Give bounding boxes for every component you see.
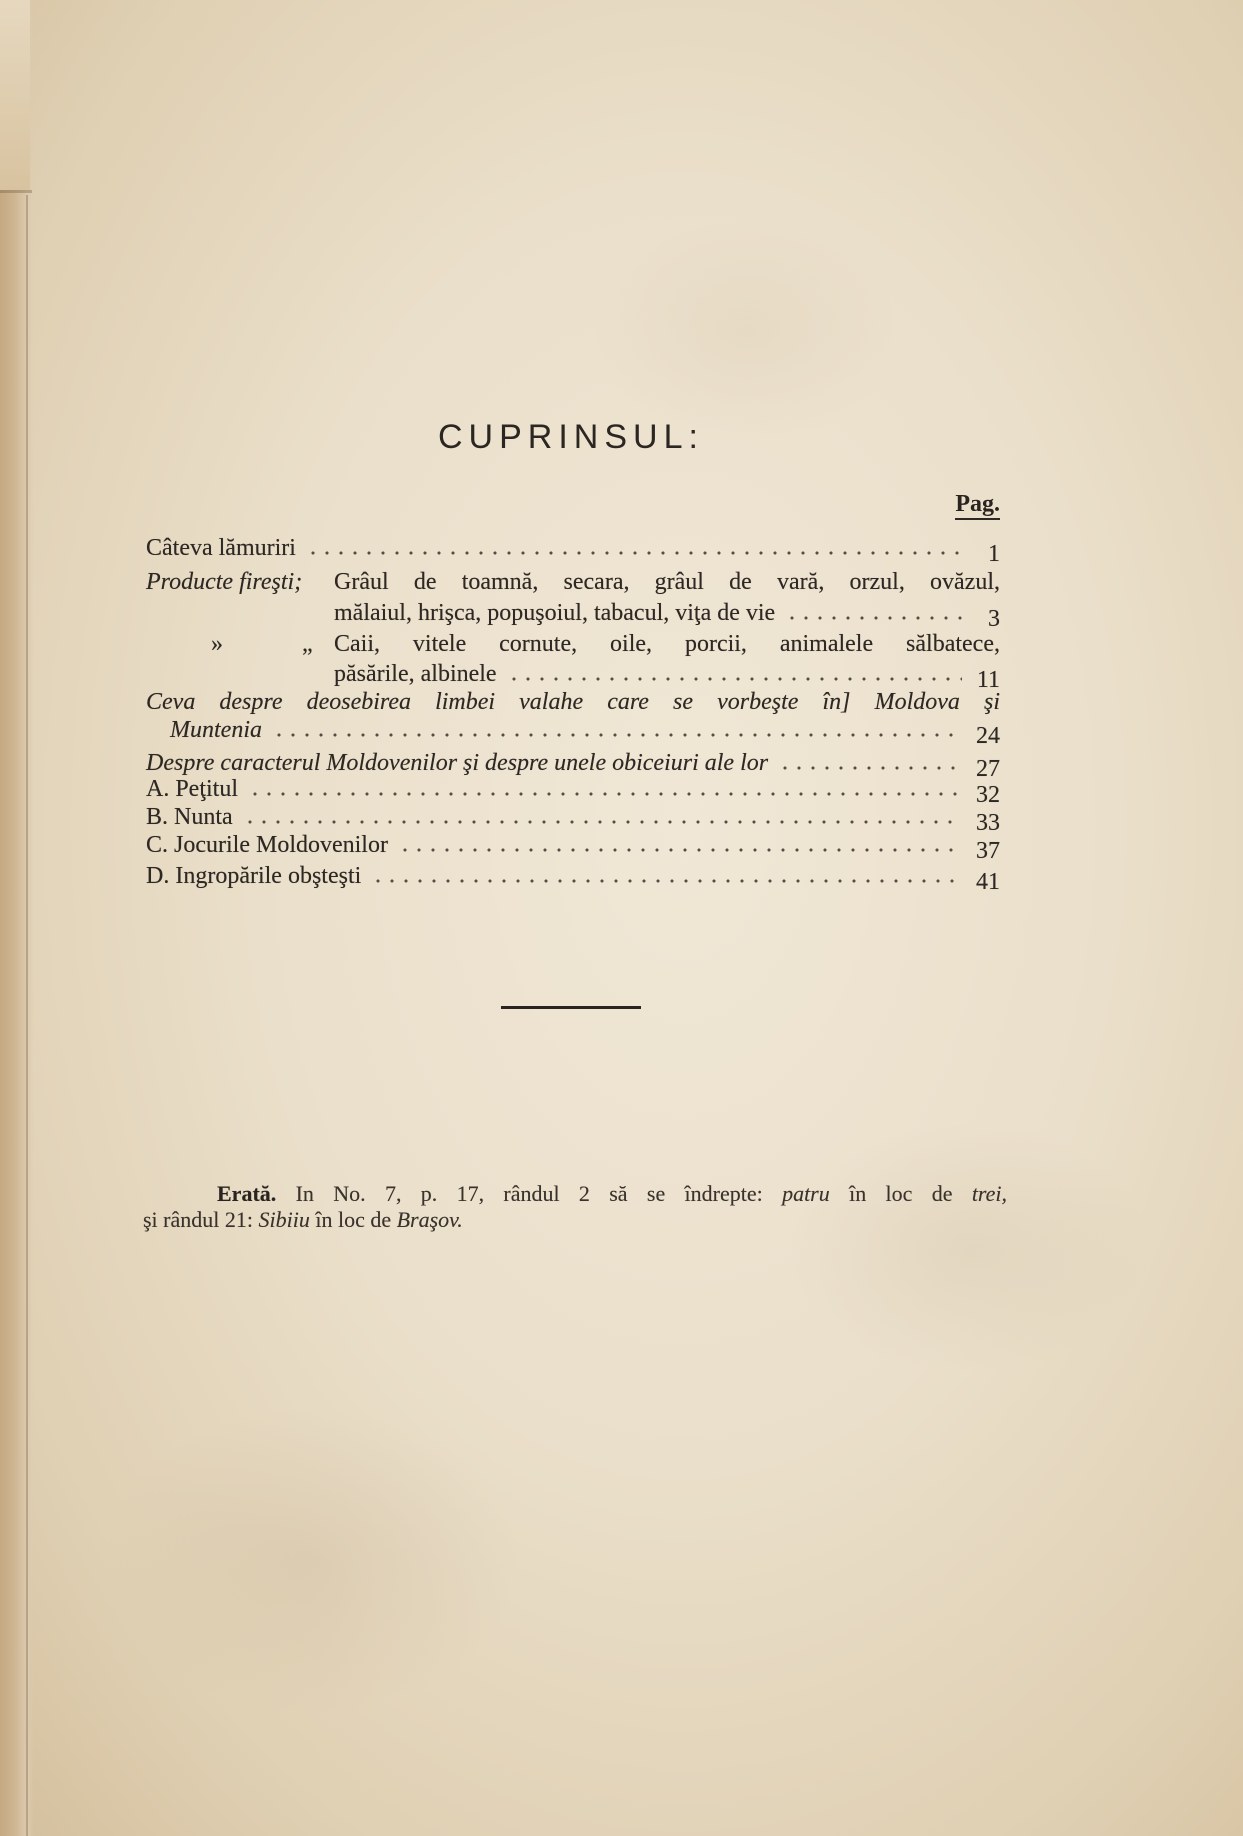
toc-entry <box>146 629 1000 659</box>
toc-entry-title: Caii, vitele cornute, oile, porcii, animalele sălbatece, <box>334 631 1000 657</box>
errata-text: în loc de <box>849 1181 953 1206</box>
toc-entry-page: 1 <box>988 541 1000 567</box>
page-fold-line <box>26 195 28 1836</box>
section-divider <box>501 1006 641 1009</box>
toc-entry <box>146 659 1000 693</box>
ditto-mark: » <box>211 631 223 657</box>
toc-entry <box>146 830 1000 864</box>
toc-entry-page: 3 <box>988 606 1000 632</box>
toc-entry-title: Câteva lămuriri <box>146 535 296 561</box>
dot-leader <box>507 677 962 681</box>
toc-entry-title: Muntenia <box>170 717 262 743</box>
errata-correction: Sibiiu <box>258 1207 310 1232</box>
toc-entry <box>146 567 1000 597</box>
errata-line-2 <box>143 1206 463 1234</box>
toc-entry-page: 33 <box>976 810 1000 836</box>
errata-line-1 <box>217 1180 1007 1208</box>
toc-section-label: Producte fireşti; <box>146 569 303 595</box>
dot-leader <box>778 766 962 770</box>
toc-entry-title: mălaiul, hrişca, popuşoiul, tabacul, viţa de vie <box>334 600 776 626</box>
toc-entry-page: 32 <box>976 782 1000 808</box>
toc-entry-title: Ceva despre deosebirea limbei valahe care se vorbeşte în] Moldova şi <box>146 689 1000 715</box>
dot-leader <box>306 551 962 555</box>
errata-text: în loc de <box>315 1207 392 1232</box>
errata-text: şi rândul 21: <box>143 1207 253 1232</box>
toc-entry <box>146 861 1000 895</box>
errata-original: Braşov. <box>396 1207 463 1232</box>
errata-original: trei, <box>971 1181 1007 1206</box>
toc-entry-page: 24 <box>976 723 1000 749</box>
errata-label: Erată. <box>217 1181 277 1206</box>
toc-entry <box>146 598 1000 632</box>
dot-leader <box>371 879 962 883</box>
toc-entry-page: 41 <box>976 869 1000 895</box>
toc-entry-page: 27 <box>976 756 1000 782</box>
binding-edge <box>0 0 34 1836</box>
dot-leader <box>248 792 962 796</box>
ditto-mark: „ <box>302 631 313 657</box>
toc-entry-title: B. Nunta <box>146 804 233 830</box>
page-fold-corner <box>0 190 32 193</box>
dot-leader <box>398 848 962 852</box>
errata-correction: patru <box>782 1181 830 1206</box>
toc-entry <box>146 533 1000 567</box>
toc-entry-title: Despre caracterul Moldovenilor şi despre unele obiceiuri ale lor <box>146 750 769 776</box>
dot-leader <box>243 820 962 824</box>
toc-entry <box>146 687 1000 717</box>
toc-entry <box>146 802 1000 836</box>
errata-text: In No. 7, p. 17, rândul 2 să se îndrepte: <box>295 1181 763 1206</box>
toc-entry <box>146 715 1000 749</box>
toc-entry-title: păsările, albinele <box>334 661 497 687</box>
toc-entry-title: D. Ingropările obşteşti <box>146 863 362 889</box>
binding-top-edge <box>0 0 30 190</box>
dot-leader <box>272 733 962 737</box>
contents-title: CUPRINSUL: <box>438 418 704 456</box>
toc-entry <box>146 774 1000 808</box>
toc-entry-page: 37 <box>976 838 1000 864</box>
toc-entry-title: Grâul de toamnă, secara, grâul de vară, orzul, ovăzul, <box>334 569 1000 595</box>
dot-leader <box>785 616 962 620</box>
toc-entry-title: C. Jocurile Moldovenilor <box>146 832 388 858</box>
page-column-header: Pag. <box>955 490 1000 520</box>
toc-entry-title: A. Peţitul <box>146 776 239 802</box>
toc-entry-page: 11 <box>976 667 1000 693</box>
